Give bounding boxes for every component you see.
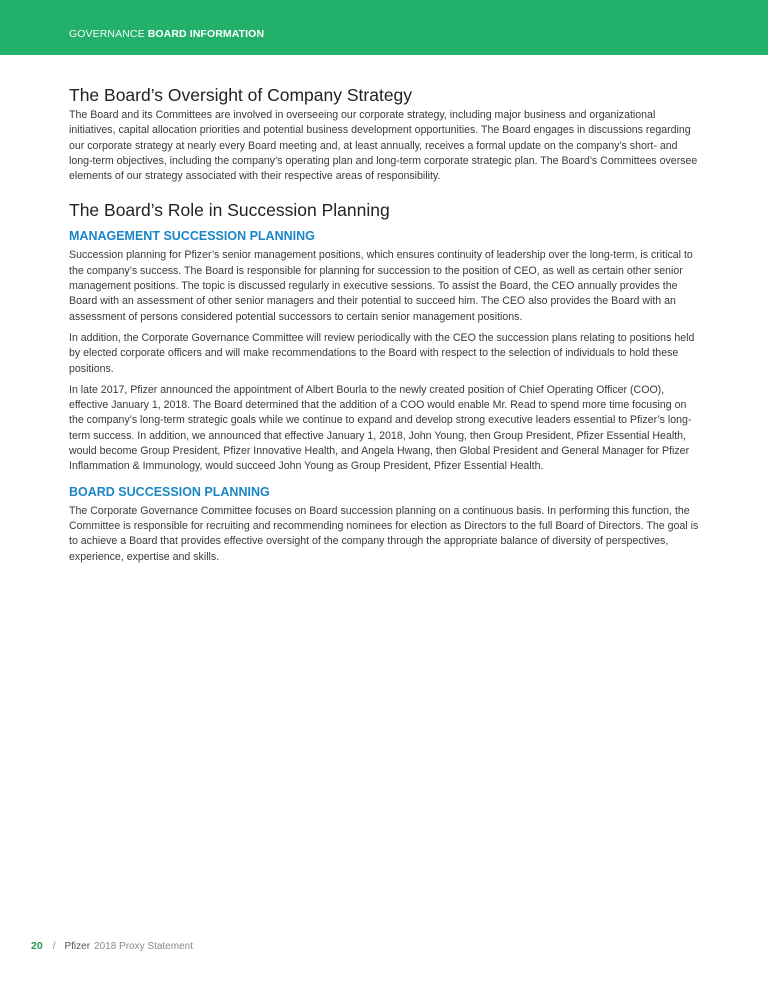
- management-succession-paragraph-2: In addition, the Corporate Governance Committee will review periodically with the CEO the succession plans relating to positions held by elected corporate officers and will make recommendations to the Board with respect to the selection of individuals to hold these positions.: [69, 331, 695, 375]
- footer-brand: Pfizer: [64, 941, 91, 952]
- board-succession-heading: BOARD SUCCESSION PLANNING: [69, 484, 270, 499]
- succession-section-title: The Board’s Role in Succession Planning: [69, 200, 390, 221]
- footer-document-title: 2018 Proxy Statement: [94, 941, 193, 952]
- footer-separator: /: [52, 941, 56, 952]
- header-band: [0, 0, 768, 55]
- page-number: 20: [31, 940, 43, 952]
- breadcrumb-section: GOVERNANCE: [69, 28, 145, 40]
- page-content: [69, 84, 699, 565]
- oversight-paragraph: The Board and its Committees are involved in overseeing our corporate strategy, including major business and organizational initiatives, capital allocation priorities and potential business development opportunities. The Board engages in discussions regarding our corporate strategy at nearly every Board meeting and, at least annually, receives a formal update on the company’s short- and long-term objectives, including the company’s operating plan and long-term corporate strategic plan. The Board’s Committees oversee elements of our strategy associated with their respective areas of responsibility.: [69, 109, 698, 183]
- breadcrumb-subsection: BOARD INFORMATION: [147, 28, 265, 40]
- page-footer: [31, 940, 193, 952]
- board-succession-paragraph-1: The Corporate Governance Committee focuses on Board succession planning on a continuous basis. In performing this function, the Committee is responsible for recruiting and recommending nominees for election as Directors to the full Board of Directors. The goal is to achieve a Board that provides effective oversight of the company through the appropriate balance of diversity of perspectives, experience, expertise and skills.: [69, 504, 699, 563]
- section-breadcrumb: [69, 28, 264, 40]
- management-succession-heading: MANAGEMENT SUCCESSION PLANNING: [69, 229, 315, 244]
- management-succession-paragraph-1: Succession planning for Pfizer’s senior management positions, which ensures continuity of leadership over the long-term, is critical to the company’s success. The Board is responsible for planning for succession to the position of CEO, as well as certain other senior management positions. The topic is discussed regularly in executive sessions. To assist the Board, the CEO annually provides the Board with an assessment of other senior managers and their potential to succeed him. The CEO also provides the Board with an assessment of persons considered potential successors to certain senior management positions.: [69, 249, 693, 323]
- oversight-section-title: The Board’s Oversight of Company Strategy: [69, 85, 413, 105]
- management-succession-paragraph-3: In late 2017, Pfizer announced the appointment of Albert Bourla to the newly created position of Chief Operating Officer (COO), effective January 1, 2018. The Board determined that the addition of a COO would enable Mr. Read to spend more time focusing on the company’s long-term strategic goals while we continue to expand and develop strong executive leaders essential to Pfizer’s long-term success. In addition, we announced that effective January 1, 2018, John Young, then Group President, Pfizer Essential Health, would become Group President, Pfizer Innovative Health, and Angela Hwang, then Global President and General Manager for Pfizer Inflammation & Immunology, would succeed John Young as Group President, Pfizer Essential Health.: [69, 383, 692, 473]
